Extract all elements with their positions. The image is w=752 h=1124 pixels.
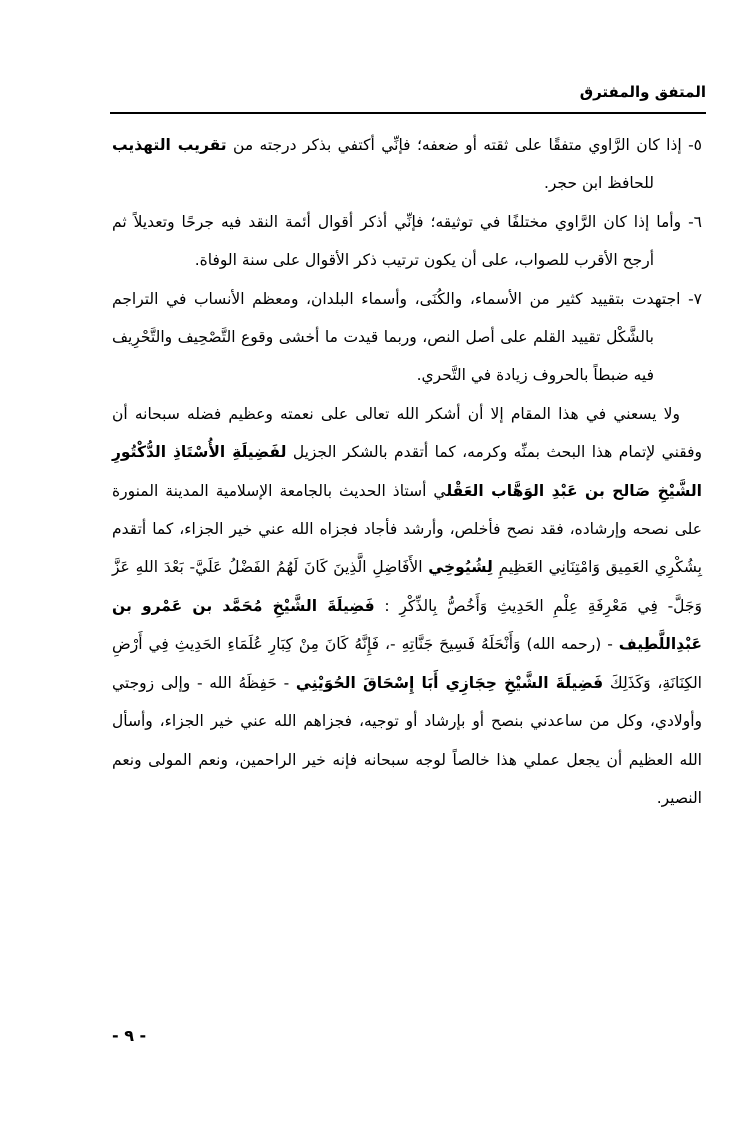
acknowledgement-paragraph (112, 395, 702, 817)
ack-text-3: الأَفَاضِلِ الَّذِينَ كَانَ لَهُمُ الفَضْلُ عَلَيَّ- بَعْدَ اللهِ عَزَّ وَجَلَّ- فِي مَعْرِفَةِ عِلْمِ الحَدِيثِ وَأَخُصُّ بِالذِّكْرِ : (112, 558, 702, 615)
running-header: المتفق والمفترق (579, 83, 706, 101)
body-text (112, 126, 702, 817)
ack-name-1: لفَضِيلَةِ الأُسْتَاذِ الدُّكْتُورِ الشَّيْخِ صَالح بن عَبْدِ الوَهَّاب العَقْل (112, 443, 702, 500)
item-5 (112, 126, 702, 203)
page-number: - ٩ - (112, 1026, 147, 1045)
ack-name-2: فَضِيلَةَ الشَّيْخِ مُحَمَّد بن عَمْرو بن عَبْدِاللَّطِيف (112, 596, 702, 654)
item-6: ٦- وأما إذا كان الرَّاوي مختلفًا في توثيقه؛ فإنِّي أذكر أقوال أئمة النقد فيه جرحًا وتعديلاً ثم أرجح الأقرب للصواب، على أن يكون ترتيب ذكر الأقوال على سنة الوفاة. (112, 212, 702, 270)
header-rule (110, 112, 706, 114)
ack-text-1: ولا يسعني في هذا المقام إلا أن أشكر الله تعالى على نعمته وعظيم فضله سبحانه أن وفقني لإتمام هذا البحث بمنِّه وكرمه، كما أتقدم بالشكر الجزيل (112, 404, 702, 462)
item-5-text-end: للحافظ ابن حجر. (543, 174, 654, 193)
item-5-text: ٥- إذا كان الرَّاوي متفقًا على ثقته أو ضعفه؛ فإنِّي أكتفي بذكر درجته من (226, 136, 702, 154)
item-7: ٧- اجتهدت بتقييد كثير من الأسماء، والكُنَى، وأسماء البلدان، ومعظم الأنساب في التراجم بالشَّكْل تقييد القلم على أصل النص، وربما قيدت ما أخشى وقوع التَّصْحِيف والتَّحْرِيف فيه ضبطاً بالحروف زيادة في التَّحري. (112, 289, 702, 385)
ack-text-2: ي أستاذ الحديث بالجامعة الإسلامية المدينة المنورة على نصحه وإرشاده، فقد نصح فأخلص، وأرشد فأجاد فجزاه الله عني خير الجزاء، كما أتقدم بِشُكْرِي العَمِيق وَامْتِنَانِي العَظِيمِ (112, 481, 702, 577)
ack-text-5: - حَفِظَهُ الله - وإلى زوجتي وأولادي، وكل من ساعدني بنصح أو بإرشاد أو توجيه، فجزاهم الله عني خير الجزاء، وأسأل الله العظيم أن يجعل عملي هذا خالصاً لوجه سبحانه فإنه خير الراحمين، ونعم المولى ونعم النصير. (112, 673, 702, 807)
ack-name-3: فَضِيلَةَ الشَّيْخِ حِجَازِي أَبَا إِسْحَاقَ الحُوَيْنِي (295, 673, 604, 692)
ack-text-4: - (رحمه الله) وَأَنْحَلَهُ فَسِيحَ جَنَّاتِهِ -، فَإِنَّهُ كَانَ مِنْ كِبَارِ عُلَمَاءِ الحَدِيثِ فِي أَرْضِ الكِنَانَةِ، وَكَذَلِكَ (112, 635, 702, 692)
ack-teachers: لِشُيُوخِي (428, 558, 493, 577)
book-title-taqrib: تقريب التهذيب (112, 136, 227, 154)
